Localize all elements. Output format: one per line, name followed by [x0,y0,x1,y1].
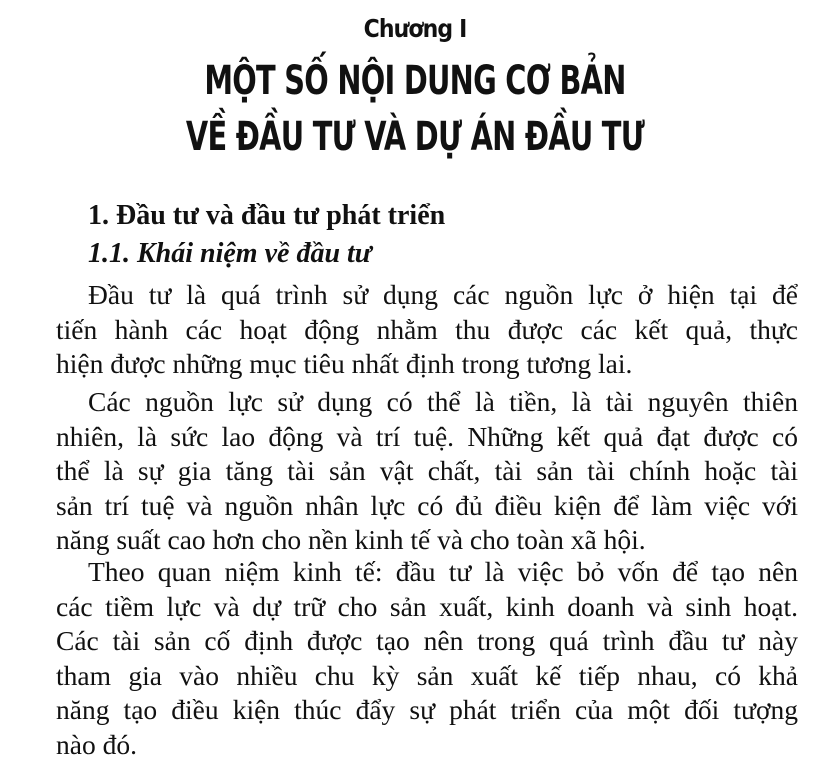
paragraph-line: tiến hành các hoạt động nhằm thu được các kết quả, thực [56,313,798,348]
paragraph-line: các tiềm lực và dự trữ cho sản xuất, kinh doanh và sinh hoạt. [56,590,798,625]
chapter-title-line-2: VỀ ĐẦU TƯ VÀ DỰ ÁN ĐẦU TƯ [116,114,714,160]
paragraph-line: sản trí tuệ và nguồn nhân lực có đủ điều kiện để làm việc với [56,489,798,524]
chapter-title-line-1: MỘT SỐ NỘI DUNG CƠ BẢN [116,58,714,104]
paragraph-line: Theo quan niệm kinh tế: đầu tư là việc bỏ vốn để tạo nên [56,555,798,590]
paragraph-line: tham gia vào nhiều chu kỳ sản xuất kế tiếp nhau, có khả [56,659,798,694]
paragraph-line: thể là sự gia tăng tài sản vật chất, tài sản tài chính hoặc tài [56,454,798,489]
section-heading: 1. Đầu tư và đầu tư phát triển [88,200,445,232]
paragraph-2 [56,385,798,558]
paragraph-3 [56,555,798,762]
paragraph-1 [56,278,798,382]
paragraph-line: Đầu tư là quá trình sử dụng các nguồn lực ở hiện tại để [56,278,798,313]
subsection-heading: 1.1. Khái niệm về đầu tư [88,238,372,270]
paragraph-line: Các tài sản cố định được tạo nên trong quá trình đầu tư này [56,624,798,659]
paragraph-line: hiện được những mục tiêu nhất định trong tương lai. [56,347,798,382]
paragraph-line: nào đó. [56,728,798,762]
chapter-label: Chương I [50,14,780,43]
paragraph-line: năng tạo điều kiện thúc đẩy sự phát triển của một đối tượng [56,693,798,728]
paragraph-line: Các nguồn lực sử dụng có thể là tiền, là tài nguyên thiên [56,385,798,420]
paragraph-line: nhiên, là sức lao động và trí tuệ. Những kết quả đạt được có [56,420,798,455]
paragraph-line: năng suất cao hơn cho nền kinh tế và cho toàn xã hội. [56,523,798,558]
